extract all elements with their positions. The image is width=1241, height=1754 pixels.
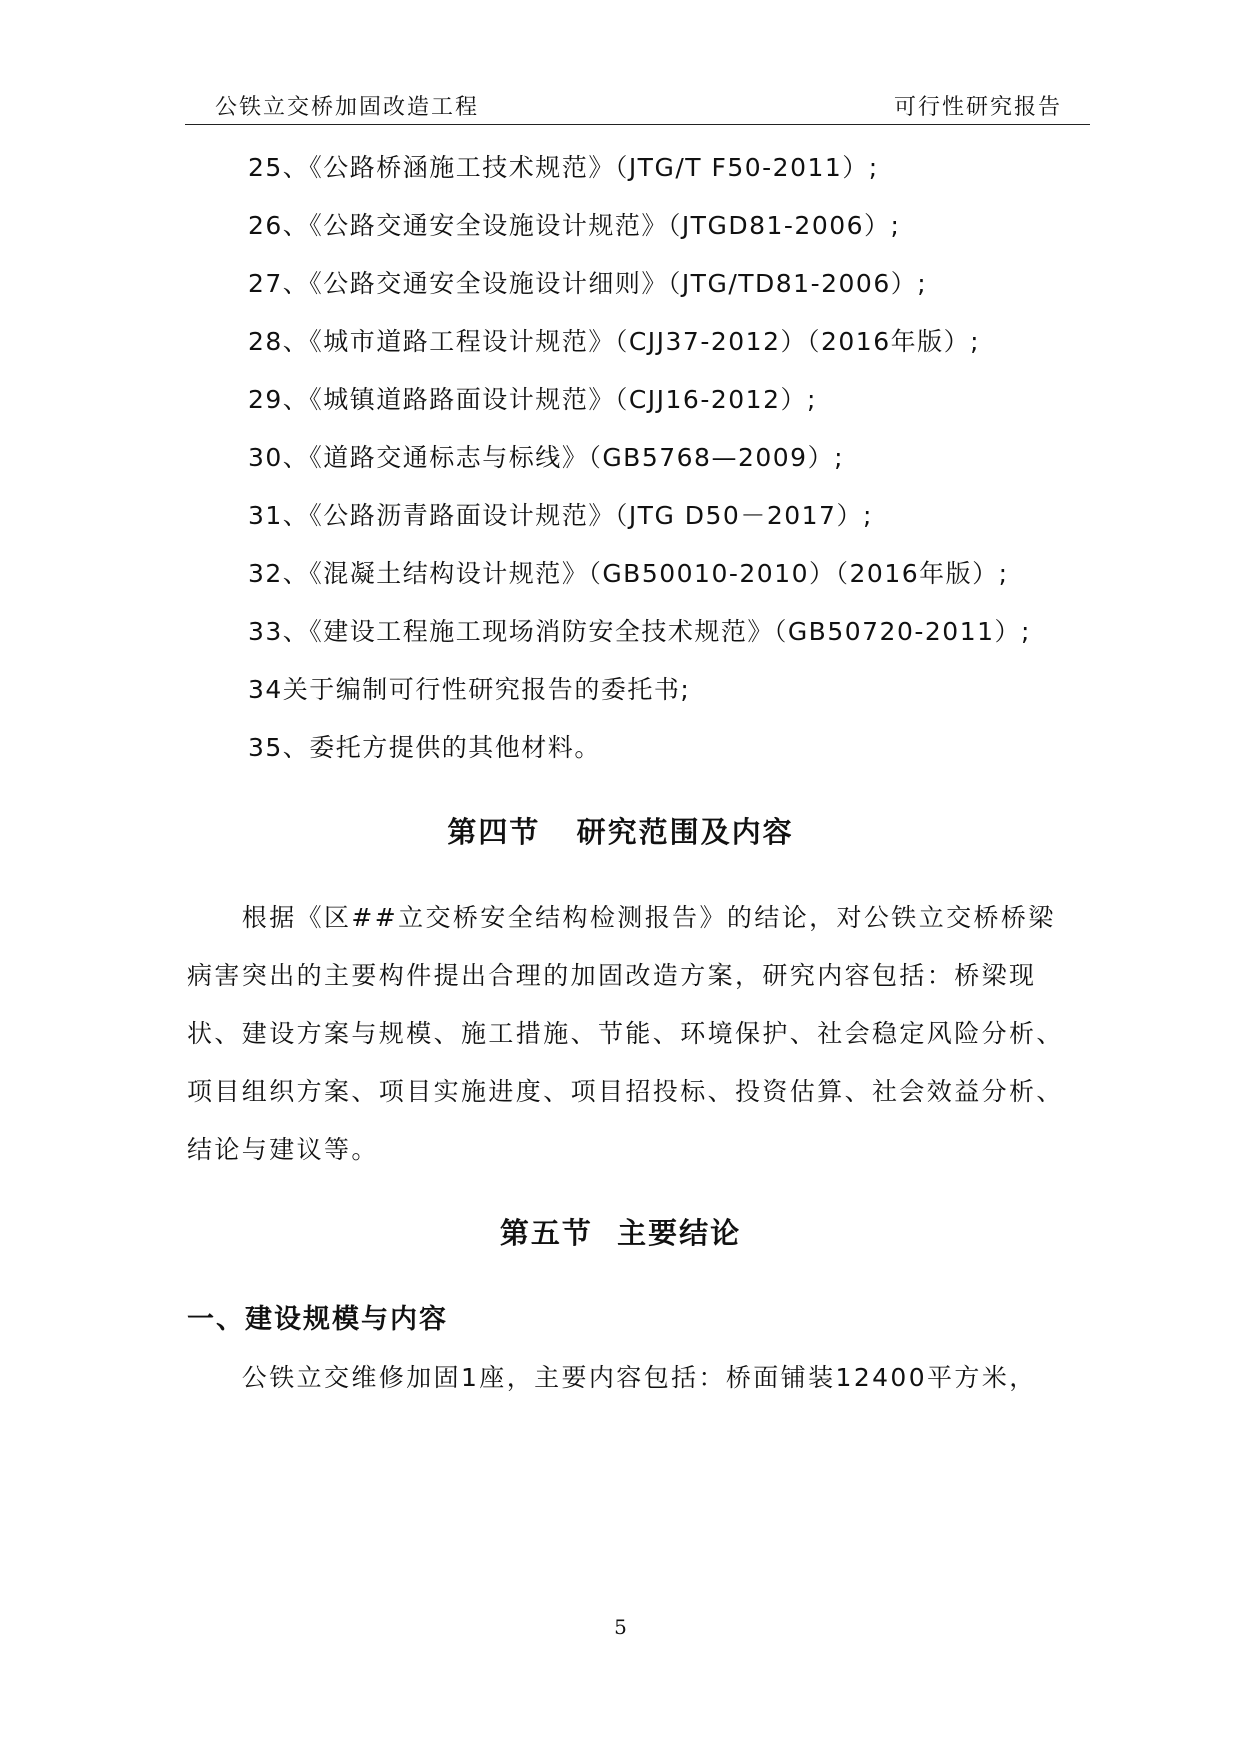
reference-item: 33、《建设工程施工现场消防安全技术规范》（GB50720-2011）; <box>248 617 1031 646</box>
paragraph-line: 根据《区##立交桥安全结构检测报告》的结论，对公铁立交桥桥梁 <box>187 903 1056 932</box>
reference-item: 28、《城市道路工程设计规范》（CJJ37-2012）（2016年版）; <box>248 327 981 356</box>
section-5-heading: 第五节 主要结论 <box>499 1216 742 1250</box>
paragraph-line: 公铁立交维修加固1座，主要内容包括：桥面铺装12400平方米， <box>187 1363 1037 1392</box>
paragraph-line: 状、建设方案与规模、施工措施、节能、环境保护、社会稳定风险分析、 <box>187 1019 1064 1048</box>
paragraph-line: 项目组织方案、项目实施进度、项目招投标、投资估算、社会效益分析、 <box>187 1077 1064 1106</box>
section-4-heading: 第四节 研究范围及内容 <box>447 815 794 849</box>
reference-item: 32、《混凝土结构设计规范》（GB50010-2010）（2016年版）; <box>248 559 1009 588</box>
reference-item: 26、《公路交通安全设施设计规范》（JTGD81-2006）; <box>248 211 901 240</box>
reference-item: 34关于编制可行性研究报告的委托书; <box>248 675 691 704</box>
reference-item: 27、《公路交通安全设施设计细则》（JTG/TD81-2006）; <box>248 269 928 298</box>
header-project-title: 公铁立交桥加固改造工程 <box>215 95 480 120</box>
header-report-type: 可行性研究报告 <box>893 95 1062 120</box>
reference-item: 30、《道路交通标志与标线》（GB5768—2009）; <box>248 443 845 472</box>
paragraph-line: 结论与建议等。 <box>187 1135 379 1164</box>
reference-item: 35、委托方提供的其他材料。 <box>248 733 601 762</box>
page-number: 5 <box>614 1615 627 1639</box>
subsection-heading: 一、建设规模与内容 <box>187 1304 448 1335</box>
paragraph-line: 病害突出的主要构件提出合理的加固改造方案，研究内容包括：桥梁现 <box>187 961 1037 990</box>
reference-item: 25、《公路桥涵施工技术规范》（JTG/T F50-2011）; <box>248 153 879 182</box>
reference-item: 29、《城镇道路路面设计规范》（CJJ16-2012）; <box>248 385 817 414</box>
reference-item: 31、《公路沥青路面设计规范》（JTG D50－2017）; <box>248 501 873 530</box>
page-header <box>185 86 1090 125</box>
